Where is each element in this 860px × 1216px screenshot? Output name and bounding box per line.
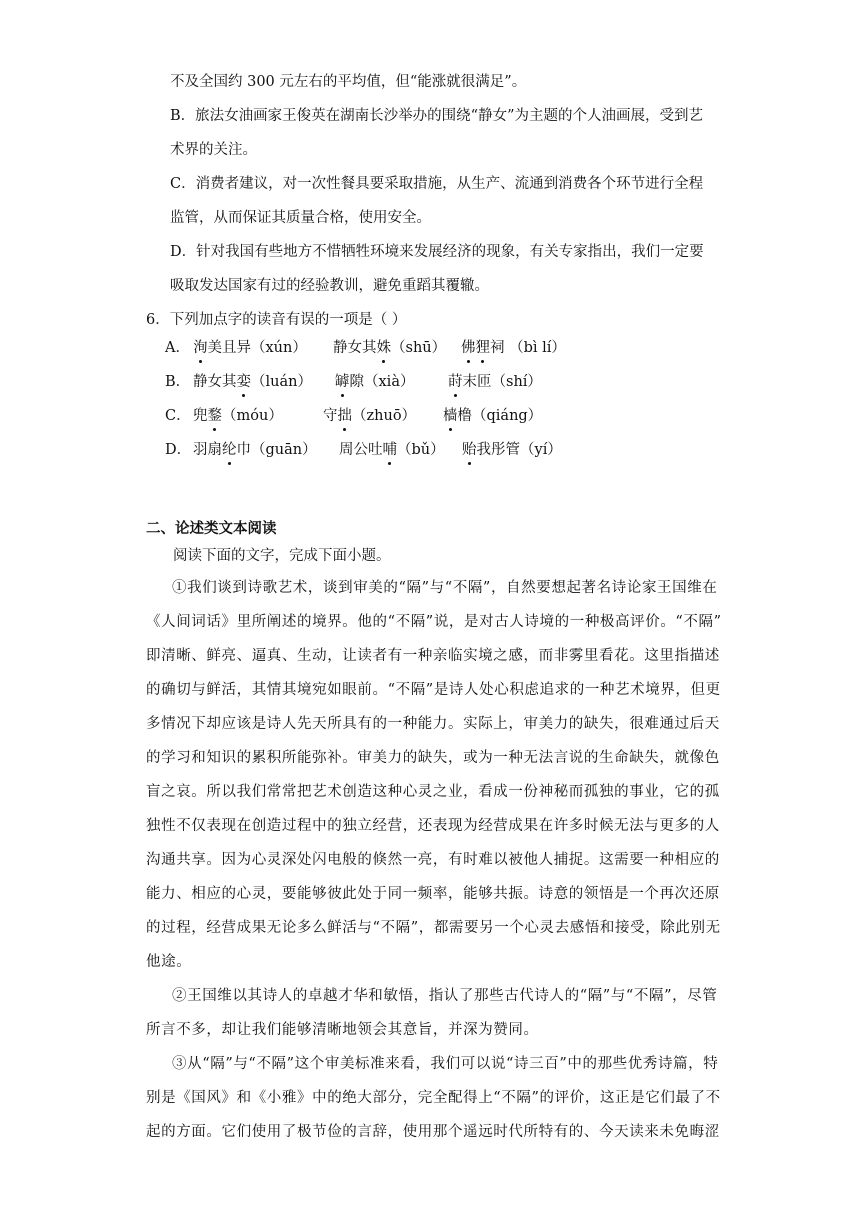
article-line: 别是《国风》和《小雅》中的绝大部分，完全配得上“不隔”的评价，这正是它们最了不 <box>146 1090 721 1106</box>
q5-option-b-line2: 术界的关注。 <box>170 142 257 158</box>
q6-stem: 6．下列加点字的读音有误的一项是（ ） <box>146 312 407 328</box>
article-line: 即清晰、鲜亮、逼真、生动，让读者有一种亲临实境之感，而非雾里看花。这里指描述 <box>146 648 720 664</box>
article-line: 所言不多，却让我们能够清晰地领会其意旨，并深为赞同。 <box>146 1022 539 1038</box>
article-line: 的过程，经营成果无论多么鲜活与“不隔”，都需要另一个心灵去感悟和接受，除此别无 <box>146 920 721 936</box>
section-title: 二、论述类文本阅读 <box>146 520 277 537</box>
article-line: 他途。 <box>146 954 192 970</box>
article-line: ③从“隔”与“不隔”这个审美标准来看，我们可以说“诗三百”中的那些优秀诗篇，特 <box>172 1056 719 1072</box>
section-instruction: 阅读下面的文字，完成下面小题。 <box>173 548 391 564</box>
q6-option-c-item-2: 守拙（zhuō） <box>323 408 417 424</box>
q6-option-d-item-1: 羽扇纶巾（guān） <box>193 442 317 458</box>
q6-option-d-item-3: 贻我彤管（yí） <box>462 442 562 458</box>
dotted-char: 狸 <box>475 340 490 356</box>
q6-option-c-item-1: 兜鍪（móu） <box>193 408 283 424</box>
article-line: 独性不仅表现在创造过程中的独立经营，还表现为经营成果在许多时候无法与更多的人 <box>146 818 720 834</box>
q5-option-c-line1: C．消费者建议，对一次性餐具要采取措施，从生产、流通到消费各个环节进行全程 <box>170 176 704 192</box>
q6-option-a <box>165 338 765 358</box>
dotted-char: 洵 <box>193 340 208 356</box>
q6-option-c <box>165 406 765 426</box>
article-line: 的确切与鲜活，其情其境宛如眼前。“不隔”是诗人处心积虑追求的一种艺术境界，但更 <box>146 682 721 698</box>
article-line: 能力、相应的心灵，要能够彼此处于同一频率，能够共振。诗意的领悟是一个再次还原 <box>146 886 720 902</box>
q6-option-a-item-1: 洵美且异（xún） <box>193 340 307 356</box>
q5-option-c-line2: 监管，从而保证其质量合格，使用安全。 <box>170 210 431 226</box>
article-line: ②王国维以其诗人的卓越才华和敏悟，指认了那些古代诗人的“隔”与“不隔”，尽管 <box>172 988 718 1004</box>
q6-option-a-item-3: 佛狸祠 （bì lí） <box>461 340 566 356</box>
q6-option-b-item-3: 莳末匝（shí） <box>448 374 542 390</box>
q6-option-d-label: D． <box>165 442 192 458</box>
dotted-char: 拙 <box>337 408 352 424</box>
q6-option-b-item-1: 静女其娈（luán） <box>193 374 312 390</box>
dotted-char: 纶 <box>222 442 237 458</box>
q5-option-a-continued: 不及全国约 300 元左右的平均值，但“能涨就很满足”。 <box>170 74 527 90</box>
article-line: ①我们谈到诗歌艺术，谈到审美的“隔”与“不隔”，自然要想起著名诗论家王国维在 <box>172 580 718 596</box>
article-line: 起的方面。它们使用了极节俭的言辞，使用那个遥远时代所特有的、今天读来未免晦涩 <box>146 1124 720 1140</box>
q6-option-b-item-2: 罅隙（xià） <box>335 374 415 390</box>
dotted-char: 佛 <box>461 340 476 356</box>
dotted-char: 娈 <box>236 374 251 390</box>
article-line: 多情况下却应该是诗人先天所具有的一种能力。实际上，审美力的缺失，很难通过后天 <box>146 716 720 732</box>
q6-option-d-item-2: 周公吐哺（bǔ） <box>339 442 445 458</box>
article-line: 盲之哀。所以我们常常把艺术创造这种心灵之业，看成一份神秘而孤独的事业，它的孤 <box>146 784 720 800</box>
q6-option-a-label: A． <box>165 340 190 356</box>
q6-option-b-label: B． <box>165 374 191 390</box>
q6-option-a-item-2: 静女其姝（shū） <box>333 340 447 356</box>
q5-option-d-line2: 吸取发达国家有过的经验教训，避免重蹈其覆辙。 <box>170 278 489 294</box>
q6-option-c-item-3: 樯橹（qiáng） <box>443 408 543 424</box>
dotted-char: 樯 <box>443 408 458 424</box>
dotted-char: 罅 <box>335 374 350 390</box>
q5-option-b-line1: B．旅法女油画家王俊英在湖南长沙举办的围绕“静女”为主题的个人油画展，受到艺 <box>170 108 703 124</box>
article-line: 《人间词话》里所阐述的境界。他的“不隔”说，是对古人诗境的一种极高评价。“不隔” <box>146 614 722 630</box>
q6-option-d <box>165 440 765 460</box>
dotted-char: 莳 <box>448 374 463 390</box>
q6-option-c-label: C． <box>165 408 191 424</box>
dotted-char: 哺 <box>382 442 397 458</box>
article-line: 的学习和知识的累积所能弥补。审美力的缺失，或为一种无法言说的生命缺失，就像色 <box>146 750 720 766</box>
dotted-char: 姝 <box>376 340 391 356</box>
dotted-char: 贻 <box>462 442 477 458</box>
dotted-char: 鍪 <box>207 408 222 424</box>
q5-option-d-line1: D．针对我国有些地方不惜牺牲环境来发展经济的现象，有关专家指出，我们一定要 <box>170 244 704 260</box>
article-line: 沟通共享。因为心灵深处闪电般的倏然一亮，有时难以被他人捕捉。这需要一种相应的 <box>146 852 720 868</box>
q6-option-b <box>165 372 765 392</box>
